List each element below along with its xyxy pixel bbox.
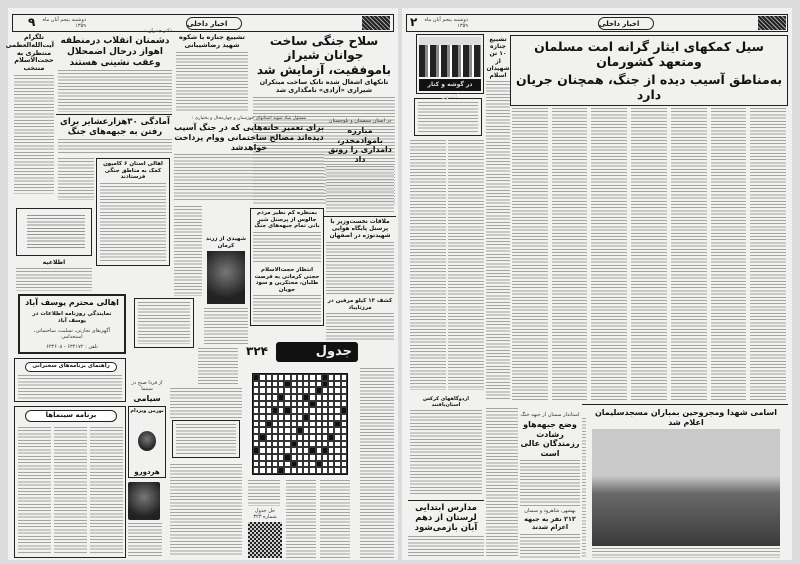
crossword-solution-caption: حل جدول شماره ۳۲۳ [253,508,277,520]
headline-kerman: انتظار حجت‌الاسلام حجتی کرمانی به فرصت طلبان، محتکرین و سود جویان [254,267,320,293]
martyr-photo [207,251,245,304]
headline-notice: اطلاعیه [42,259,66,266]
crossword-cell[interactable] [341,441,347,448]
headline-funeral10: تشییع جنازه ۱۰ تن از شهیدان اسلام [486,36,510,79]
crossword-cell[interactable] [341,434,347,441]
right-page [402,8,792,560]
headline-telegram: تلگرام آیت‌الله‌العظمی منتظری به حجت‌الاسلام منتخب [5,33,54,73]
kicker-dispatch: بهشهر، شاهرود و سمنان [524,508,576,514]
headline-funeral: تشییع جنازه با شکوه شهید رضاشیبانی [179,33,245,49]
cinema-guide-box: برنامه سینماها [14,406,126,558]
headline-pm: ملاقات نخست‌وزیر با پرسنل پایگاه هوایی شهیدنوژه در اصفهان [329,219,391,239]
crossword-cell[interactable] [341,394,347,401]
crossword-cell[interactable] [341,461,347,468]
crossword-cell[interactable] [341,381,347,388]
headline-dispatch: ۲۱۲ نفر به جبهه اعزام شدند [524,515,576,531]
page-number: ۲ [410,15,418,29]
film-ad: نورمن ویزدام هردورو [128,406,166,478]
crossword-cell[interactable] [341,401,347,408]
crossword-cell[interactable] [341,447,347,454]
headline-morphine: کشف ۱۳ کیلو مرفین در مرزتایباد [327,298,393,311]
headline-ahvaz: دشمنان انقلاب درمنطقه اهواز درحال اضمحلال وعقب نشینی هستند [60,36,170,68]
headline-drugs: مبارزه باموادمخدر، دامداری را رونق داد [328,126,392,164]
kicker-repair: مسئول بنیاد شهید استانهای خوزستان و چهارمحال و بختیاری : [191,116,307,121]
ad-yousefabad: اهالی محترم یوسف آباد نمایندگی روزنامه اطلاعات در یوسف آباد آگهی‌های تجارتی، تسلیت، ساختمانی، استخدامی تلفن : ۶۳۴۱۷۲ - ۶۳۴۶۰۸ [18,294,126,354]
crossword-cell[interactable] [341,387,347,394]
actor-photo [128,482,160,520]
headline-tribes: آمادگی ۳۰هزارعشایر برای رفتن به جبهه‌های جنگ [60,117,170,138]
headline-front: وضع جبهه‌هاو رشادت رزمندگان عالی است [520,420,580,458]
headline-gorgan: اردوگاههای کرکس استان‌یافتند [422,396,469,408]
tv-guide-box: راهنمای برنامه‌های سخنرانی [14,358,126,402]
crossword-cell[interactable] [341,407,347,414]
ad-condolence [16,208,92,256]
headline-masjed: اسامی شهدا ومجروحین بمباران مسجدسلیمان اعلام شد [594,408,778,427]
film-ad-top: از فردا صبح در سینما [131,380,163,392]
main-headline-line2: به‌مناطق آسیب دیده از جنگ، همچنان جریان دارد [515,72,783,102]
crossword-cell[interactable] [341,374,347,381]
film-ad-cinema: سیامی [133,394,161,403]
crossword-solution-grid [248,522,282,558]
newspaper-logo [758,16,786,30]
crossword-cell[interactable] [341,414,347,421]
subhead-weapon: تانکهای اشغال شده تانک ساخت مبتکران شیرازی «آزادی» نامگذاری شد [259,78,389,94]
issue-date: دوشنبه پنجم آبان ماه ۱۳۵۹ [42,17,86,29]
headline-jalous: بمنظره کم نظیر مردم جالوس از پرسنل شیر بانی تمام جبهه‌های جنگ [254,210,320,230]
crossword-title-box: جدول [276,342,358,362]
crossword-cell[interactable] [341,427,347,434]
newspaper-logo [362,16,390,30]
bombing-photo [592,429,780,546]
buildings-photo [419,37,481,77]
crossword-number: ۳۲۴ [246,344,268,358]
headline-trucks: اهالی استان ۶ کامیون کمک به مناطق جنگی فرستادند [103,161,163,181]
crossword-cell[interactable] [341,467,347,474]
left-page [5,8,398,560]
kicker-ahvaz: دکتر چمران : [144,28,172,34]
headline-lorestan: مدارس ابتدایی لرستان از دهم آبان بازمی‌شود [414,503,478,534]
photo-box: در گوشه و کنار کشور [416,34,484,94]
section-label: اخبار داخلی [598,17,654,30]
kicker-drugs: در استان سیستان و بلوچستان [328,118,392,124]
headline-repair: برای تعمیر خانه‌هایی که در جنگ آسیب دیده‌اند مصالح ساختمانی ووام پرداخت خواهدشد [174,123,324,152]
headline-weapon: سلاح جنگی ساخت جوانان شیراز باموفقیت، آزمایش شد [256,34,392,77]
headline-martyr: شهیدی از زرند کرمان [206,236,246,249]
main-headline-line1: سیل کمکهای ایثار گرانه امت مسلمان ومتعهد کشورمان [534,39,764,69]
kicker-front: استاندار سمنان از جبهه جنگ [520,412,580,418]
crossword-cell[interactable] [341,454,347,461]
section-label: اخبار داخلی [186,17,242,30]
crossword-cell[interactable] [341,421,347,428]
page-number: ۹ [28,15,36,29]
crossword-grid[interactable] [252,373,348,475]
main-headline-box [510,35,788,106]
issue-date: دوشنبه پنجم آبان ماه ۱۳۵۹ [424,17,468,29]
